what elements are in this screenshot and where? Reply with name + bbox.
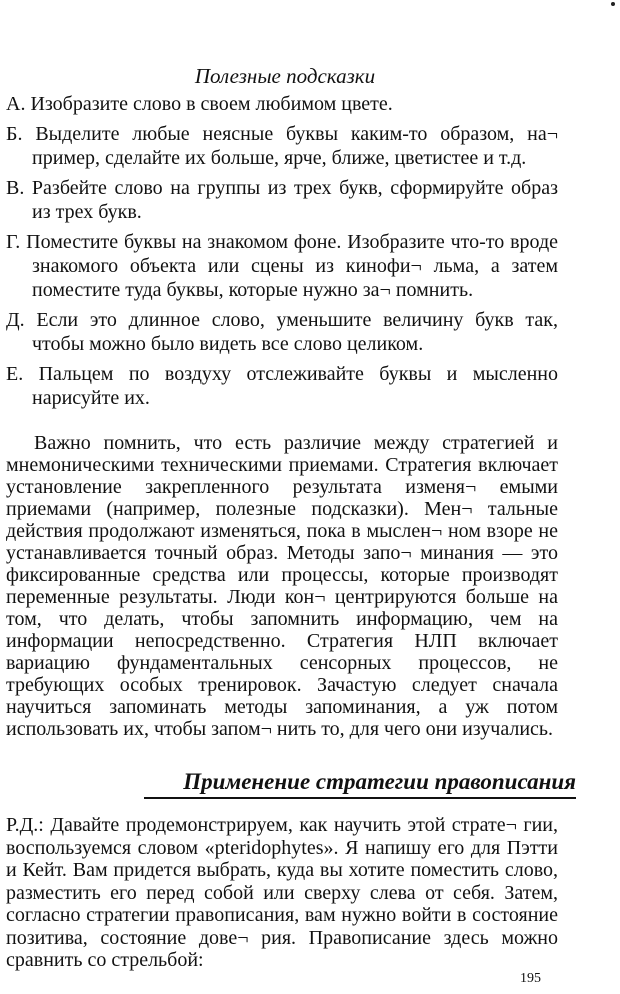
tip-item-a: А. Изобразите слово в своем любимом цвете. (6, 93, 393, 115)
body-paragraph: Важно помнить, что есть различие между стратегией и мнемоническими техническими приемами. Стратегия включает установление закрепленного результата изменя¬ емыми приемами (например, полезные подсказки). Мен¬ тальные действия продолжают изменяться, пока в мыслен¬ ном взоре не устанавливается точный образ. Методы запо¬ минания — это фиксированные средства или процессы, которые производят переменные результаты. Люди кон¬ центрируются больше на том, что делать, чтобы запомнить информацию, чем на информации непосредственно. Стратегия НЛП включает вариацию фундаментальных сенсорных процессов, не требующих особых тренировок. Зачастую следует сначала научиться запоминать методы запоминания, а уж потом использовать их, чтобы запом¬ нить то, для чего они изучались. (6, 432, 558, 740)
section-heading: Применение стратегии правописания (183, 769, 576, 794)
tip-item-b: Б. Выделите любые неясные буквы каким-то образом, на¬ пример, сделайте их больше, ярче, ближе, цветистее и т.д. (6, 123, 558, 169)
heading-underline (144, 797, 576, 799)
scan-speck (611, 2, 615, 6)
tip-item-d: Д. Если это длинное слово, уменьшите величину букв так, чтобы можно было видеть все слово целиком. (6, 309, 558, 355)
tip-item-e: Е. Пальцем по воздуху отслеживайте буквы и мысленно нарисуйте их. (6, 363, 558, 409)
tip-item-g: Г. Поместите буквы на знакомом фоне. Изобразите что-то вроде знакомого объекта или сцены из кинофи¬ льма, а затем поместите туда буквы, которые нужно за¬ помнить. (6, 231, 558, 301)
tips-list (6, 92, 558, 416)
page-number: 195 (520, 971, 541, 986)
dialog-paragraph: Р.Д.: Давайте продемонстрируем, как научить этой страте¬ гии, воспользуемся словом «pteridophytes». Я напишу его для Пэтти и Кейт. Вам придется выбрать, куда вы хотите поместить слово, разместить его перед собой или сверху слева от себя. Затем, согласно стратегии правописания, вам нужно войти в состояние позитива, состояние дове¬ рия. Правописание здесь можно сравнить со стрельбой: (6, 814, 558, 971)
tip-item-v: В. Разбейте слово на группы из трех букв, сформируйте образ из трех букв. (6, 177, 558, 223)
running-head: Полезные подсказки (194, 64, 376, 88)
